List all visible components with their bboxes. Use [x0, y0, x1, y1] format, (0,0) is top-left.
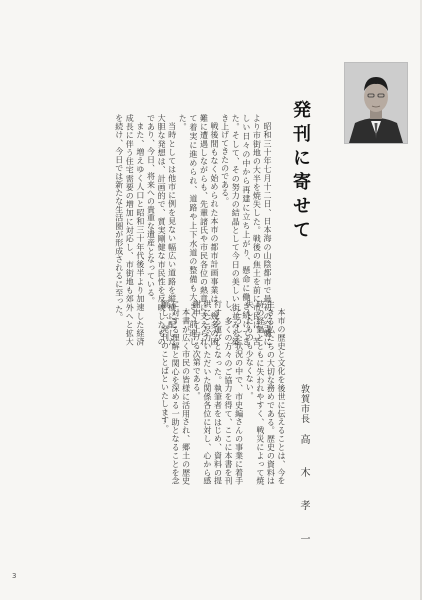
signature-role: 敦賀市長 — [299, 384, 309, 424]
paragraph: また、増えゆく人口と昭和三十年代後半より加速した経済成長に伴う住宅需要の増加に対応し、市街地も郊外へと拡大を続け、今日では新たな生活圏が形成されるに至った。 — [114, 114, 145, 346]
body-text-lower — [122, 300, 286, 485]
paragraph: 本市の歴史と文化を後世に伝えることは、今を生きる私たちの大切な務めである。歴史の資料は時の経過とともに失われやすく、戦災によって焼失したものも少なくない。 — [245, 300, 286, 485]
paragraph: 当時としては他市に例を見ない幅広い道路を縦横に配した大胆な発想は、計画的で、質実剛健な市民性を反映したものであり、今日、将来への貴重な遺産となっている。 — [146, 114, 177, 346]
mayor-portrait — [344, 62, 408, 144]
signature-name: 高 木 孝 一 — [298, 434, 309, 554]
page-title: 発刊に寄せて — [290, 100, 311, 244]
paragraph: 昭和三十年七月十二日、日本海の山陰都市で最初の空襲により市街地の大半を焼失した。戦後の焦土を前に市民は、苦しい日々の中から再建に立ち上がり、懸命に働き続けてきた。そして、その努力の結晶として今日の美しい街並みを築き上げてきたのである。 — [220, 114, 272, 346]
signature-block — [296, 384, 311, 569]
portrait-image — [345, 63, 407, 143]
paragraph: 戦後間もなく始められた本市の都市計画事業は、幾多の困難に遭遇しながらも、先輩諸氏や市民各位の熱意に支えられて着実に進められ、道路や上下水道の整備も大きく前進した。 — [178, 114, 220, 346]
page-number: 3 — [12, 572, 17, 580]
paragraph: こうした状況の中で、市史編さんの事業に着手し、多くの方々のご協力を得て、ここに本書を刊行する運びとなった。執筆者をはじめ、資料の提供にご尽力いただいた関係各位に対し、心から感謝申し上げる次第である。 — [192, 300, 244, 485]
paragraph: 本書が広く市民の皆様に活用され、郷土の歴史に対する理解と関心を深める一助となることを念願し、発刊のことばといたします。 — [160, 300, 191, 485]
